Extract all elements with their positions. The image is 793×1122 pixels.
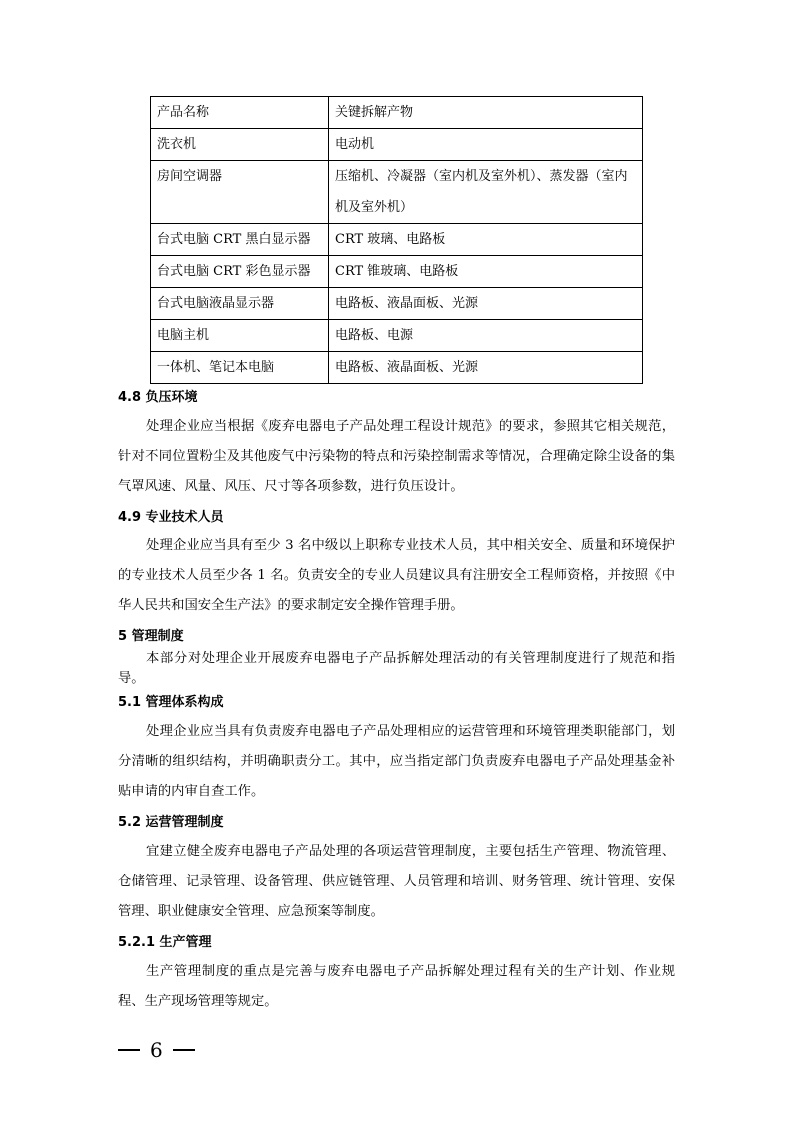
section-heading-4-8: 4.8 负压环境 [118,390,198,405]
table-cell: 压缩机、冷凝器（室内机及室外机）、蒸发器（室内机及室外机） [329,161,643,224]
section-heading-5-2: 5.2 运营管理制度 [118,815,224,830]
section-heading-5-2-1: 5.2.1 生产管理 [118,935,212,950]
table-cell: 台式电脑液晶显示器 [151,288,329,320]
table-header-cell: 产品名称 [151,97,329,129]
section-body-5-1: 处理企业应当具有负责废弃电器电子产品处理相应的运营管理和环境管理类职能部门，划分清晰的组织结构，并明确职责分工。其中，应当指定部门负责废弃电器电子产品处理基金补贴申请的内审自查工作。 [118,724,675,799]
footer-dash-left [118,1049,140,1051]
table-row [151,288,643,320]
dismantling-products-table [150,96,643,384]
section-heading-5-1: 5.1 管理体系构成 [118,695,224,710]
table-row [151,352,643,384]
section-body-4-8: 处理企业应当根据《废弃电器电子产品处理工程设计规范》的要求，参照其它相关规范，针对不同位置粉尘及其他废气中污染物的特点和污染控制需求等情况，合理确定除尘设备的集气罩风速、风量、风压、尺寸等各项参数，进行负压设计。 [118,419,675,494]
section-body-5-2: 宜建立健全废弃电器电子产品处理的各项运营管理制度，主要包括生产管理、物流管理、仓储管理、记录管理、设备管理、供应链管理、人员管理和培训、财务管理、统计管理、安保管理、职业健康安全管理、应急预案等制度。 [118,844,675,919]
table-cell: 房间空调器 [151,161,329,224]
table-cell: 电脑主机 [151,320,329,352]
section-heading-4-9: 4.9 专业技术人员 [118,510,224,525]
section-body-4-9: 处理企业应当具有至少 3 名中级以上职称专业技术人员，其中相关安全、质量和环境保护的专业技术人员至少各 1 名。负责安全的专业人员建议具有注册安全工程师资格，并按照《中华人民共和国安全生产法》的要求制定安全操作管理手册。 [118,538,675,613]
table-header-cell: 关键拆解产物 [329,97,643,129]
table-cell: 电路板、液晶面板、光源 [329,288,643,320]
section-body-5-2-1: 生产管理制度的重点是完善与废弃电器电子产品拆解处理过程有关的生产计划、作业规程、生产现场管理等规定。 [118,964,675,1009]
table-row [151,256,643,288]
table-cell: 洗衣机 [151,129,329,161]
table-cell: 台式电脑 CRT 彩色显示器 [151,256,329,288]
table-row [151,224,643,256]
table-cell: 电路板、电源 [329,320,643,352]
table-cell: 电动机 [329,129,643,161]
page-footer [118,1038,205,1062]
section-body-5: 本部分对处理企业开展废弃电器电子产品拆解处理活动的有关管理制度进行了规范和指导。 [118,651,675,686]
table-cell: 电路板、液晶面板、光源 [329,352,643,384]
footer-dash-right [173,1049,195,1051]
table-cell: CRT 锥玻璃、电路板 [329,256,643,288]
table-row [151,320,643,352]
table-row [151,161,643,224]
table-cell: 一体机、笔记本电脑 [151,352,329,384]
table-cell: CRT 玻璃、电路板 [329,224,643,256]
section-heading-5: 5 管理制度 [118,629,184,644]
table-row [151,129,643,161]
table-header-row [151,97,643,129]
table-cell: 台式电脑 CRT 黑白显示器 [151,224,329,256]
page-number: 6 [150,1038,163,1062]
